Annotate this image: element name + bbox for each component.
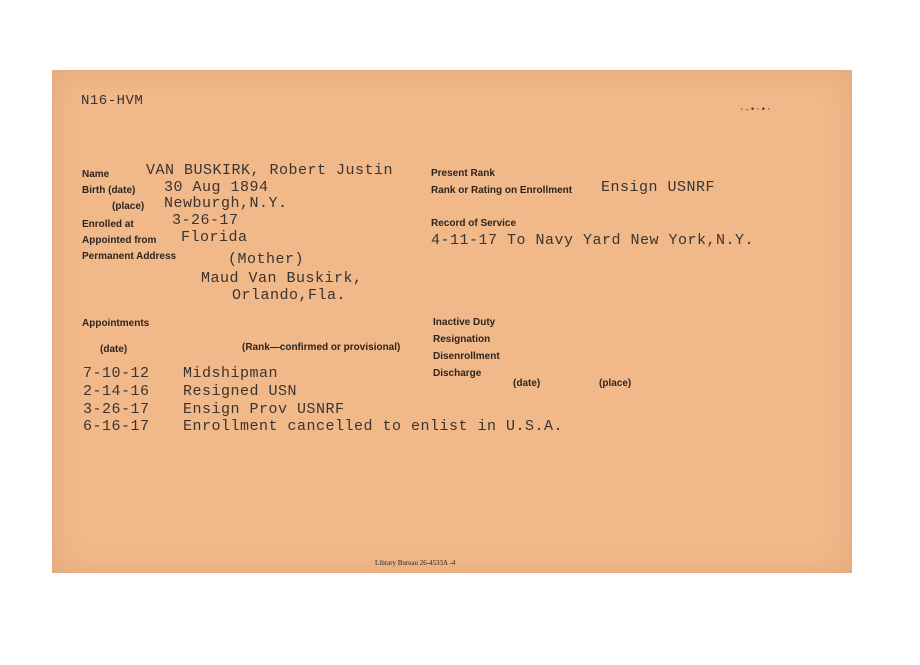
label-appointment-rank-col: (Rank—confirmed or provisional): [242, 342, 401, 353]
value-rank-on-enrollment: Ensign USNRF: [601, 179, 716, 196]
appointment-text: Resigned USN: [183, 383, 298, 400]
value-birth-date: 30 Aug 1894: [164, 179, 269, 196]
appointment-date: 2-14-16: [83, 383, 150, 400]
file-code: N16-HVM: [81, 93, 144, 109]
label-enrolled-at: Enrolled at: [82, 219, 134, 230]
label-birth-date: Birth (date): [82, 185, 136, 196]
label-discharge-place: (place): [599, 378, 632, 389]
appointment-date: 3-26-17: [83, 401, 150, 418]
label-inactive-duty: Inactive Duty: [433, 317, 496, 328]
value-record-of-service: 4-11-17 To Navy Yard New York,N.Y.: [431, 232, 755, 249]
value-enrolled-at: 3-26-17: [172, 212, 239, 229]
label-rank-on-enrollment: Rank or Rating on Enrollment: [431, 185, 573, 196]
record-card: [52, 70, 852, 573]
label-present-rank: Present Rank: [431, 168, 495, 179]
value-appointed-from: Florida: [181, 229, 248, 246]
card-footer: Library Bureau 26-4533A -4: [375, 559, 456, 567]
appointment-date: 6-16-17: [83, 418, 150, 435]
label-record-of-service: Record of Service: [431, 218, 517, 229]
address-line-1: (Mother): [228, 251, 305, 268]
label-appointment-date-col: (date): [100, 344, 128, 355]
label-disenrollment: Disenrollment: [433, 351, 500, 362]
value-birth-place: Newburgh,N.Y.: [164, 195, 288, 212]
appointment-row: [53, 365, 653, 385]
appointment-text: Enrollment cancelled to enlist in U.S.A.: [183, 418, 564, 435]
appointment-text: Midshipman: [183, 365, 279, 382]
label-discharge: Discharge: [433, 368, 482, 379]
label-permanent-address: Permanent Address: [82, 251, 177, 262]
appointment-row: [53, 418, 653, 438]
value-name: VAN BUSKIRK, Robert Justin: [146, 162, 394, 179]
appointment-row: [53, 383, 653, 403]
appointment-text: Ensign Prov USNRF: [183, 401, 345, 418]
label-discharge-date: (date): [513, 378, 541, 389]
address-line-2: Maud Van Buskirk,: [201, 270, 363, 287]
label-name: Name: [82, 169, 110, 180]
appointment-date: 7-10-12: [83, 365, 150, 382]
label-place: (place): [112, 201, 145, 212]
label-resignation: Resignation: [433, 334, 491, 345]
label-appointments: Appointments: [82, 318, 150, 329]
address-line-3: Orlando,Fla.: [232, 287, 347, 304]
corner-mark: ·-•·•·: [739, 105, 772, 115]
label-appointed-from: Appointed from: [82, 235, 157, 246]
